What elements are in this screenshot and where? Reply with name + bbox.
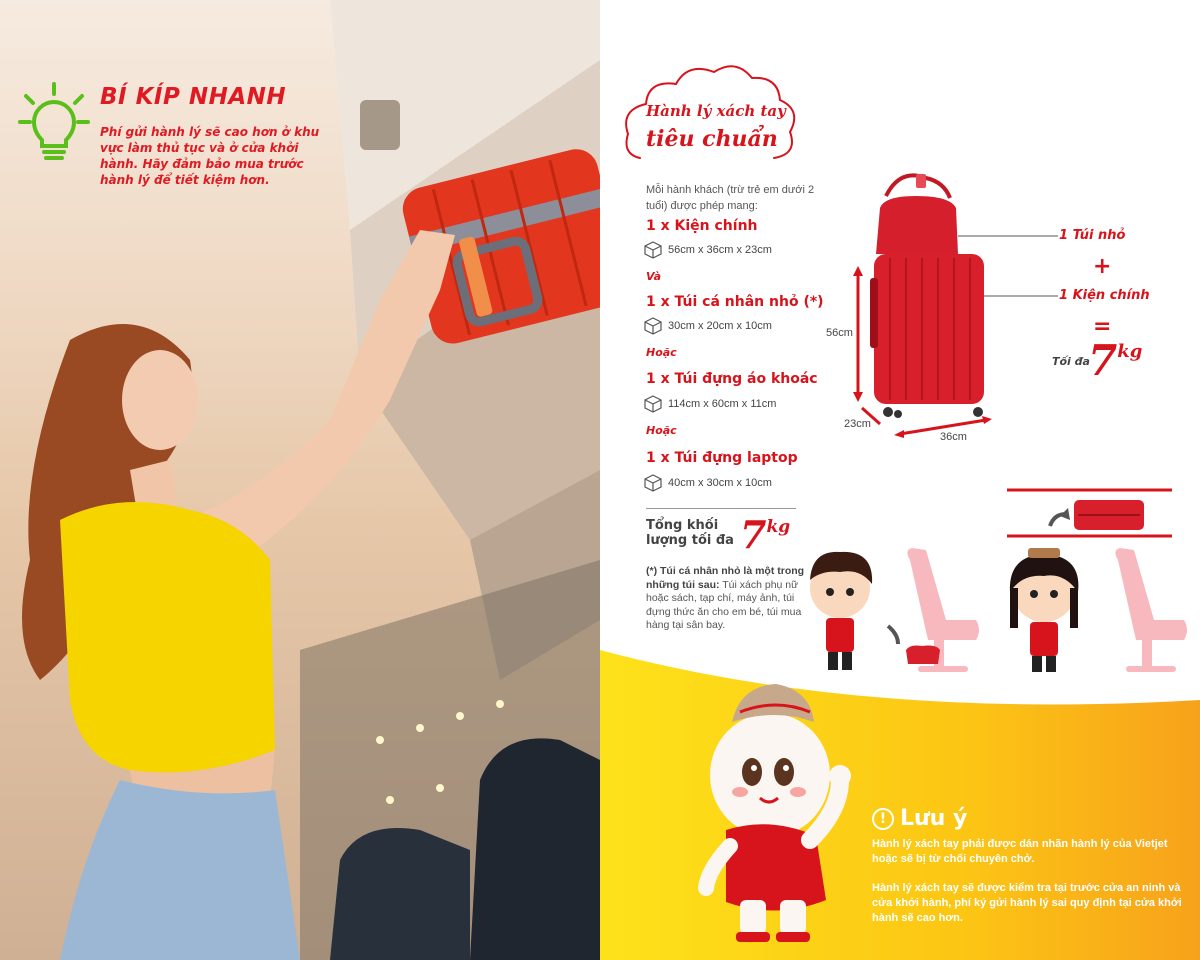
max-label: Tối đa <box>1052 355 1090 368</box>
header-line1: Hành lý xách tay <box>646 102 786 120</box>
dims-text: 40cm x 30cm x 10cm <box>668 477 772 489</box>
total-value: 7 <box>740 512 767 557</box>
equals-sign: = <box>1093 314 1112 339</box>
notice-box <box>872 806 1192 926</box>
box-icon <box>644 241 662 259</box>
box-icon <box>644 395 662 413</box>
dims-text: 30cm x 20cm x 10cm <box>668 320 772 332</box>
footnote-lead: (*) Túi cá nhân nhỏ là một trong những túi sau: <box>646 565 805 591</box>
total-weight <box>740 512 790 557</box>
main-bag-label: 1 Kiện chính <box>1059 288 1150 303</box>
width-label: 36cm <box>940 431 967 443</box>
small-bag-label: 1 Túi nhỏ <box>1059 228 1126 243</box>
dims-text: 114cm x 60cm x 11cm <box>668 398 777 410</box>
baggage-info-panel <box>600 0 1200 960</box>
intro-text: Mỗi hành khách (trừ trẻ em dưới 2 tuổi) được phép mang: <box>646 184 815 212</box>
height-label: 56cm <box>826 327 853 339</box>
exclamation-icon: ! <box>872 808 894 830</box>
conjunction-or-1: Hoặc <box>646 346 677 359</box>
max-unit: kg <box>1117 341 1143 362</box>
box-icon <box>644 474 662 492</box>
conjunction-or-2: Hoặc <box>646 424 677 437</box>
total-unit: kg <box>766 517 791 537</box>
item-personal-dims <box>644 316 772 336</box>
notice-title: Lưu ý <box>900 806 968 831</box>
plus-sign: + <box>1093 254 1112 279</box>
mascot-illustration <box>690 650 870 950</box>
leader-lines <box>1010 228 1060 308</box>
lightbulb-icon <box>18 82 90 162</box>
depth-label: 23cm <box>844 418 871 430</box>
total-label: Tổng khối lượng tối đa <box>646 518 734 548</box>
suitcase-diagram <box>840 168 1010 448</box>
item-personal-title: 1 x Túi cá nhân nhỏ (*) <box>646 294 824 310</box>
item-laptop-title: 1 x Túi đựng laptop <box>646 450 798 466</box>
header-line2: tiêu chuẩn <box>646 126 778 152</box>
item-coat-title: 1 x Túi đựng áo khoác <box>646 371 818 387</box>
conjunction-and: Và <box>646 270 662 283</box>
dims-text: 56cm x 36cm x 23cm <box>668 244 772 256</box>
max-weight <box>1088 336 1142 385</box>
total-divider <box>646 508 796 509</box>
item-coat-dims <box>644 394 776 414</box>
tip-body: Phí gửi hành lý sẽ cao hơn ở khu vực làm thủ tục và ở cửa khởi hành. Hãy đảm bảo mua trước hành lý để tiết kiệm hơn. <box>100 125 320 187</box>
tip-title: BÍ KÍP NHANH <box>100 84 287 110</box>
notice-title-row <box>872 806 1192 831</box>
notice-paragraph-1: Hành lý xách tay phải được dán nhãn hành lý của Vietjet hoặc sẽ bị từ chối chuyên chở. <box>872 838 1168 865</box>
item-main-title: 1 x Kiện chính <box>646 218 758 234</box>
notice-paragraph-2: Hành lý xách tay sẽ được kiểm tra tại trước cửa an ninh và cửa khởi hành, phí ký gửi hành lý sai quy định tại cửa khởi hành sẽ cao hơn. <box>872 882 1182 924</box>
max-value: 7 <box>1088 336 1118 385</box>
footnote <box>646 565 806 633</box>
footnote-rest: Túi xách phụ nữ hoặc sách, tạp chí, máy ảnh, túi đựng thức ăn cho em bé, túi mua hàng tại sân bay. <box>646 578 802 631</box>
box-icon <box>644 317 662 335</box>
item-main-dims <box>644 240 772 260</box>
item-laptop-dims <box>644 473 772 493</box>
